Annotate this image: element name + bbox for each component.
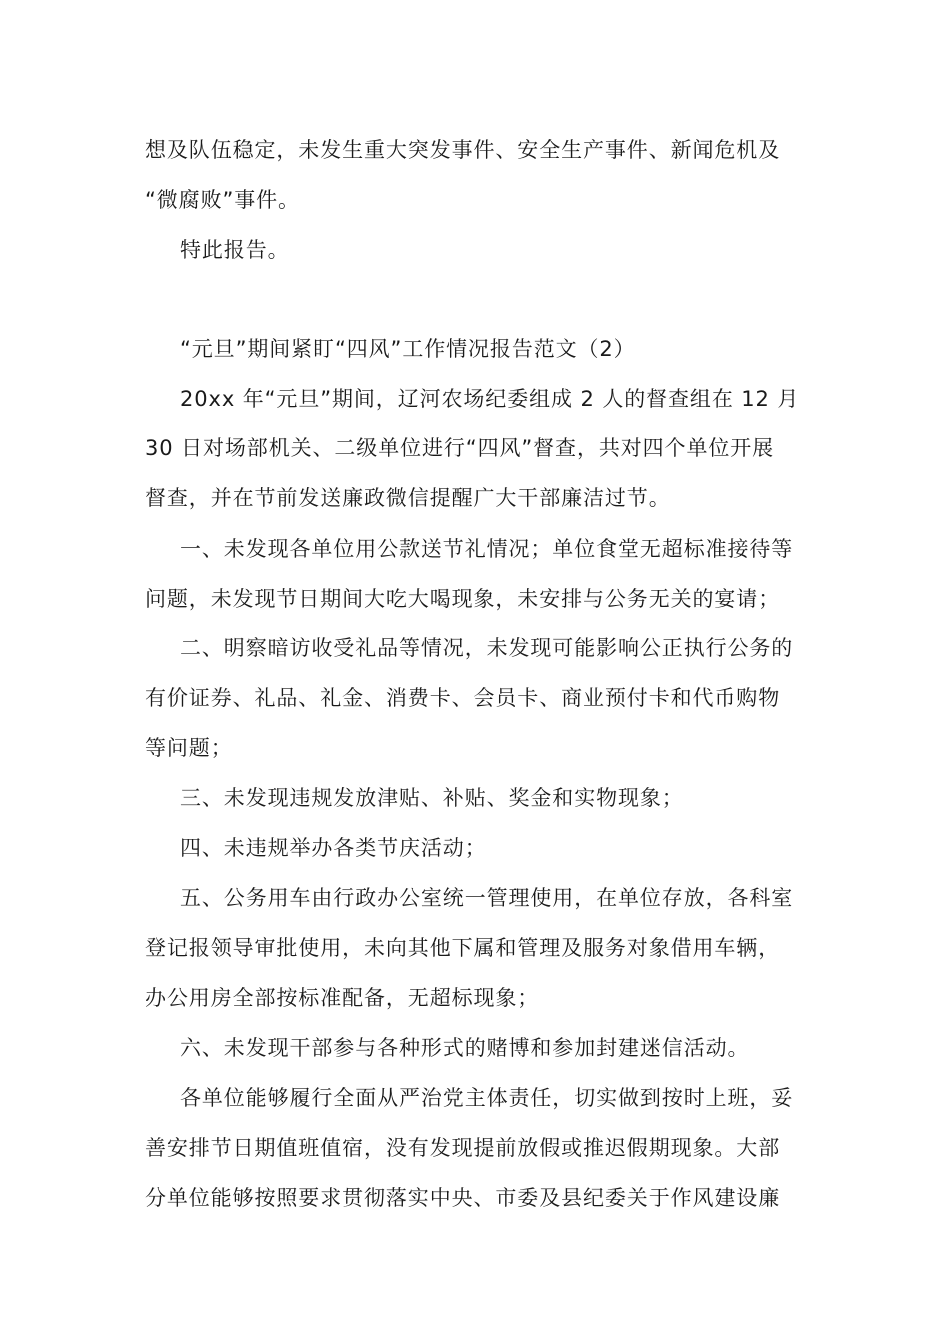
text-line: 六、未发现干部参与各种形式的赌博和参加封建迷信活动。	[180, 1036, 750, 1060]
text-line: “微腐败”事件。	[145, 188, 300, 212]
text-line: 30 日对场部机关、二级单位进行“四风”督查，共对四个单位开展	[145, 436, 775, 460]
text-line: 想及队伍稳定，未发生重大突发事件、安全生产事件、新闻危机及	[145, 138, 781, 162]
text-line: 督查，并在节前发送廉政微信提醒广大干部廉洁过节。	[145, 486, 671, 510]
section-title: “元旦”期间紧盯“四风”工作情况报告范文（2）	[180, 337, 636, 361]
text-line: 分单位能够按照要求贯彻落实中央、市委及县纪委关于作风建设廉	[145, 1186, 781, 1210]
text-line: 等问题；	[145, 736, 233, 760]
text-line: 一、未发现各单位用公款送节礼情况；单位食堂无超标准接待等	[180, 537, 794, 561]
text-line: 各单位能够履行全面从严治党主体责任，切实做到按时上班，妥	[180, 1086, 794, 1110]
text-line: 善安排节日期值班值宿，没有发现提前放假或推迟假期现象。大部	[145, 1136, 781, 1160]
text-line: 二、明察暗访收受礼品等情况，未发现可能影响公正执行公务的	[180, 636, 794, 660]
text-line: 办公用房全部按标准配备，无超标现象；	[145, 986, 540, 1010]
text-line: 登记报领导审批使用，未向其他下属和管理及服务对象借用车辆，	[145, 936, 781, 960]
text-line: 四、未违规举办各类节庆活动；	[180, 836, 487, 860]
text-line: 三、未发现违规发放津贴、补贴、奖金和实物现象；	[180, 786, 684, 810]
text-line: 特此报告。	[180, 238, 290, 262]
text-line: 问题，未发现节日期间大吃大喝现象，未安排与公务无关的宴请；	[145, 587, 781, 611]
text-line: 20xx 年“元旦”期间，辽河农场纪委组成 2 人的督查组在 12 月	[180, 387, 800, 411]
text-line: 五、公务用车由行政办公室统一管理使用，在单位存放，各科室	[180, 886, 794, 910]
text-line: 有价证券、礼品、礼金、消费卡、会员卡、商业预付卡和代币购物	[145, 686, 781, 710]
